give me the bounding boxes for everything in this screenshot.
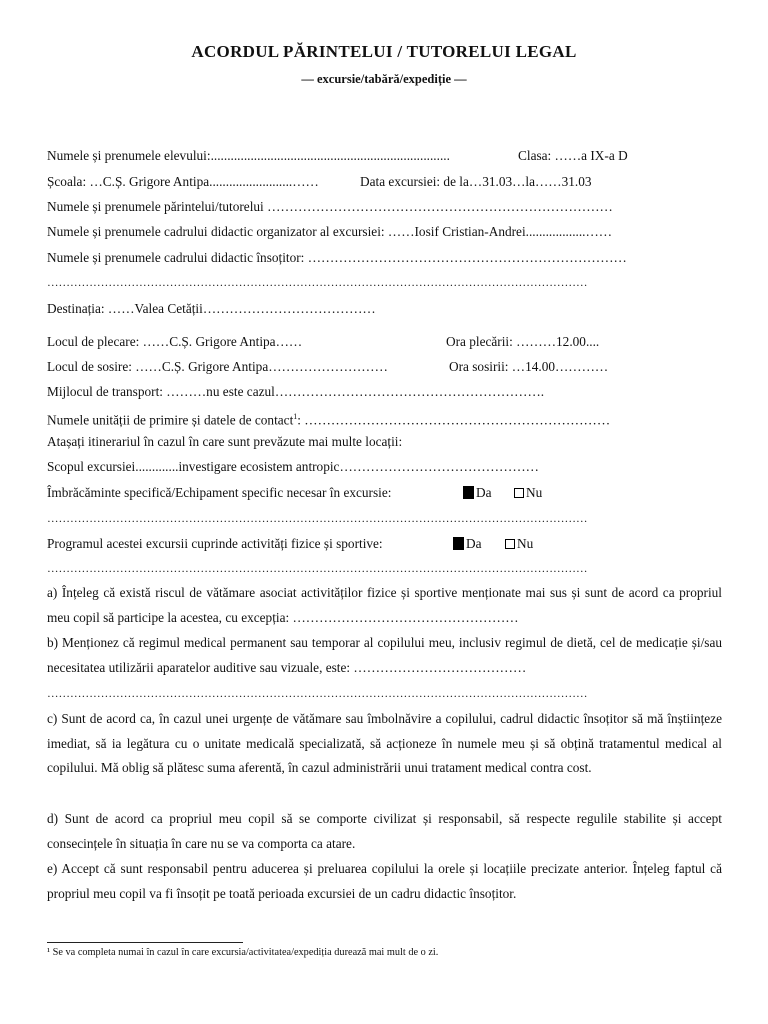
companion-continuation: …………………………………………………………………………………………………………………………… xyxy=(47,277,588,289)
host-unit-field xyxy=(47,409,610,428)
unchecked-box-icon xyxy=(514,488,524,498)
checked-box-icon xyxy=(453,537,464,550)
physical-activities-field: Programul acestei excursii cuprinde activități fizice și sportive: xyxy=(47,536,383,551)
clause-e: e) Accept că sunt responsabil pentru aducerea și preluarea copilului la orele și locațiile precizate anterior. Înțeleg faptul că propriul meu copil va fi însoțit pe toată perioada excursiei de un cadru didactic însoțitor. xyxy=(47,861,722,901)
companion-field: Numele și prenumele cadrului didactic însoțitor: ……………………………………………………………… xyxy=(47,250,627,265)
checked-box-icon xyxy=(463,486,474,499)
purpose-field: Scopul excursiei.............investigare ecosistem antropic……………………………………… xyxy=(47,459,539,474)
physical-no-label: Nu xyxy=(517,536,534,551)
clothing-yes-label: Da xyxy=(476,485,492,500)
page-title: ACORDUL PĂRINTELUI / TUTORELUI LEGAL xyxy=(191,42,577,61)
clause-a: a) Înțeleg că există riscul de vătămare asociat activităților fizice și sportive menționate mai sus și sunt de acord ca propriul meu copil să participe la acestea, cu excepția: …………………………………………… xyxy=(47,585,722,625)
clause-b: b) Menționez că regimul medical permanent sau temporar al copilului meu, inclusiv regimul de dietă, cel de medicație și/sau necesitatea utilizării aparatelor auditive sau vizuale, este: ………………………………… xyxy=(47,635,722,675)
arrival-place-field: Locul de sosire: ……C.Ș. Grigore Antipa……………………… xyxy=(47,359,388,374)
physical-yes-label: Da xyxy=(466,536,482,551)
school-field: Școala: …C.Ș. Grigore Antipa.........................…… xyxy=(47,174,319,189)
class-field: Clasa: ……a IX-a D xyxy=(518,148,628,163)
page-subtitle: — excursie/tabără/expediție — xyxy=(301,72,467,86)
parent-name-field: Numele și prenumele părintelui/tutorelui …………………………………………………………………… xyxy=(47,199,613,214)
clothing-no-option[interactable] xyxy=(514,485,542,501)
itinerary-field: Atașați itinerariul în cazul în care sunt prevăzute mai multe locații: xyxy=(47,434,403,449)
destination-field: Destinația: ……Valea Cetății………………………………… xyxy=(47,301,376,316)
arrival-time-field: Ora sosirii: …14.00………… xyxy=(449,359,609,374)
footnote: ¹ Se va completa numai în cazul în care excursia/activitatea/expediția durează mai mult de o zi. xyxy=(47,947,439,958)
physical-yes-option[interactable] xyxy=(453,536,482,552)
transport-field: Mijlocul de transport: ………nu este cazul……………………………………………………. xyxy=(47,384,545,399)
departure-time-field: Ora plecării: ………12.00.... xyxy=(446,334,600,349)
clothing-field: Îmbrăcăminte specifică/Echipament specific necesar în excursie: xyxy=(47,485,392,500)
clause-b-dots: …………………………………………………………………………………………………………………………… xyxy=(47,688,588,700)
physical-dots: …………………………………………………………………………………………………………………………… xyxy=(47,563,588,575)
clause-d: d) Sunt de acord ca propriul meu copil să se comporte civilizat și responsabil, să respecte regulile stabilite și accept consecințele în situația în care nu se va comporta ca atare. xyxy=(47,811,722,851)
trip-date-field: Data excursiei: de la…31.03…la……31.03 xyxy=(360,174,592,189)
student-name-field: Numele și prenumele elevului:........................................................................ xyxy=(47,148,450,163)
physical-no-option[interactable] xyxy=(505,536,533,552)
footnote-divider xyxy=(47,942,243,943)
host-unit-dots: : …………………………………………………………… xyxy=(297,412,611,428)
footnote-ref: 1 xyxy=(293,412,298,421)
clothing-dots: …………………………………………………………………………………………………………………………… xyxy=(47,513,588,525)
clause-c: c) Sunt de acord ca, în cazul unei urgențe de vătămare sau îmbolnăvire a copilului, cadrul didactic însoțitor să mă înștiințeze imediat, să ia legătura cu o unitate medicală specializată, să acționeze în numele meu și să obțină tratamentul medical al copilului. Mă oblig să plătesc suma aferentă, în cazul administrării unui tratament medical contra cost. xyxy=(47,711,722,775)
host-unit-label: Numele unității de primire și datele de contact xyxy=(47,412,294,428)
clothing-yes-option[interactable] xyxy=(463,485,492,501)
unchecked-box-icon xyxy=(505,539,515,549)
departure-place-field: Locul de plecare: ……C.Ș. Grigore Antipa…… xyxy=(47,334,303,349)
organizer-field: Numele și prenumele cadrului didactic organizator al excursiei: ……Iosif Cristian-Andrei..................…… xyxy=(47,224,613,239)
clothing-no-label: Nu xyxy=(526,485,543,500)
